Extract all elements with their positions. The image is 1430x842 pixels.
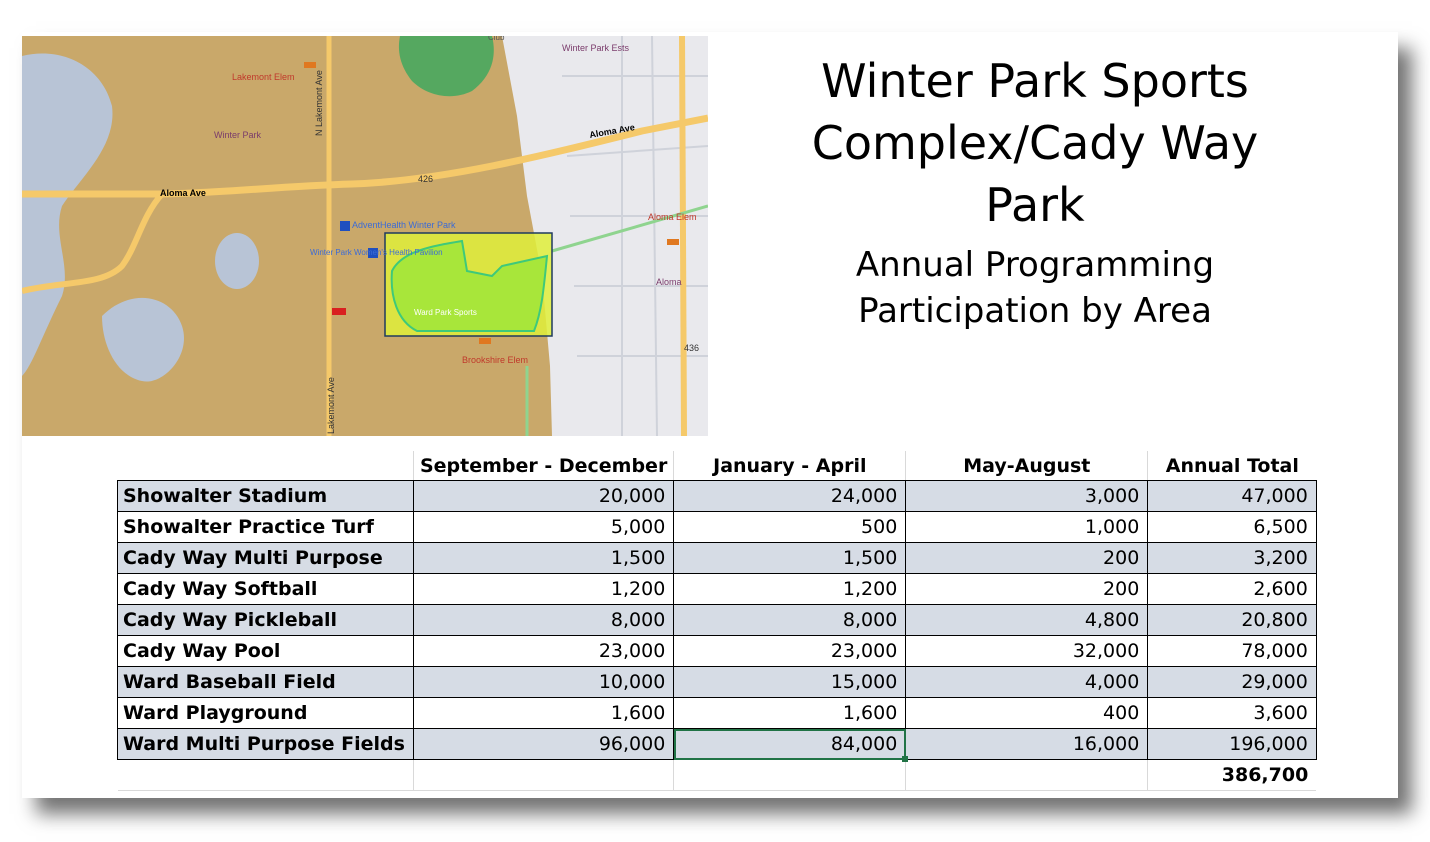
cell-jan-apr[interactable]: 500 [674,512,906,543]
cell-may-aug[interactable]: 32,000 [906,636,1148,667]
slide-title: Winter Park Sports Complex/Cady Way Park [811,54,1259,232]
empty-cell[interactable] [413,760,673,791]
label-aloma-ave-right: Aloma Ave [588,122,636,140]
cell-jan-apr[interactable]: 1,500 [674,543,906,574]
label-aloma-elem: Aloma Elem [648,212,697,222]
cell-may-aug[interactable]: 3,000 [906,481,1148,512]
cell-may-aug[interactable]: 1,000 [906,512,1148,543]
label-winter-park: Winter Park [214,130,262,140]
cell-jan-apr[interactable]: 23,000 [674,636,906,667]
fill-handle[interactable] [902,756,908,762]
cell-annual-total[interactable]: 196,000 [1148,729,1317,760]
cell-jan-apr[interactable]: 8,000 [674,605,906,636]
cell-annual-total[interactable]: 2,600 [1148,574,1317,605]
table-row [118,512,1317,543]
header-annual-total: Annual Total [1148,451,1317,481]
table-row [118,605,1317,636]
label-lakemont-ave: Lakemont Ave [326,377,336,434]
cell-sep-dec[interactable]: 1,200 [413,574,673,605]
cell-may-aug[interactable]: 4,000 [906,667,1148,698]
school-icon-brookshire [479,338,491,344]
table-row [118,698,1317,729]
cell-may-aug[interactable]: 4,800 [906,605,1148,636]
cell-may-aug[interactable]: 400 [906,698,1148,729]
cell-sep-dec[interactable]: 23,000 [413,636,673,667]
cell-may-aug[interactable]: 200 [906,543,1148,574]
row-name[interactable]: Showalter Stadium [118,481,414,512]
participation-table [117,451,1317,791]
label-brookshire-elem: Brookshire Elem [462,355,529,365]
row-name[interactable]: Cady Way Pickleball [118,605,414,636]
cell-sep-dec[interactable]: 96,000 [413,729,673,760]
label-adventhealth: AdventHealth Winter Park [352,220,456,230]
map-graphic [22,36,708,436]
row-name[interactable]: Ward Baseball Field [118,667,414,698]
cell-annual-total[interactable]: 3,600 [1148,698,1317,729]
route-436-road [682,36,684,436]
cell-jan-apr[interactable]: 1,200 [674,574,906,605]
table-row [118,636,1317,667]
cell-jan-apr[interactable]: 15,000 [674,667,906,698]
table-row [118,543,1317,574]
cell-jan-apr[interactable]: 1,600 [674,698,906,729]
row-name[interactable]: Showalter Practice Turf [118,512,414,543]
row-name[interactable]: Cady Way Pool [118,636,414,667]
school-icon-lakemont [304,62,316,68]
row-name[interactable]: Ward Multi Purpose Fields [118,729,414,760]
cell-sep-dec[interactable]: 20,000 [413,481,673,512]
cell-annual-total[interactable]: 3,200 [1148,543,1317,574]
title-block [760,50,1310,334]
school-icon-aloma [667,239,679,245]
lake-small [215,233,259,289]
cell-sep-dec[interactable]: 1,500 [413,543,673,574]
label-winter-park-ests: Winter Park Ests [562,43,630,53]
header-row [118,451,1317,481]
header-sep-dec: September - December [413,451,673,481]
cell-annual-total[interactable]: 78,000 [1148,636,1317,667]
selected-cell-value: 84,000 [830,733,898,755]
cell-sep-dec[interactable]: 10,000 [413,667,673,698]
empty-cell[interactable] [118,760,414,791]
label-club: Club [488,36,505,42]
cell-may-aug[interactable]: 200 [906,574,1148,605]
table-row [118,667,1317,698]
cell-jan-apr[interactable]: 24,000 [674,481,906,512]
header-area [118,451,414,481]
row-name[interactable]: Cady Way Multi Purpose [118,543,414,574]
row-name[interactable]: Ward Playground [118,698,414,729]
cell-annual-total[interactable]: 47,000 [1148,481,1317,512]
table-row [118,729,1317,760]
cell-jan-apr-selected[interactable] [674,729,906,760]
label-lakemont-elem: Lakemont Elem [232,72,295,82]
area-map [22,36,708,436]
table-row [118,481,1317,512]
label-route-426: 426 [418,174,434,184]
label-n-lakemont-ave: N Lakemont Ave [314,70,324,136]
header-may-aug: May-August [906,451,1148,481]
label-aloma-ave-left: Aloma Ave [160,188,206,198]
header-jan-apr: January - April [674,451,906,481]
empty-cell[interactable] [674,760,906,791]
grand-total[interactable]: 386,700 [1148,760,1317,791]
car-icon [332,308,346,315]
cell-may-aug[interactable]: 16,000 [906,729,1148,760]
cell-annual-total[interactable]: 6,500 [1148,512,1317,543]
grand-total-row [118,760,1317,791]
label-ward-park: Ward Park Sports [414,308,477,317]
label-aloma: Aloma [656,277,682,287]
cell-annual-total[interactable]: 29,000 [1148,667,1317,698]
cell-sep-dec[interactable]: 1,600 [413,698,673,729]
cell-sep-dec[interactable]: 8,000 [413,605,673,636]
label-route-436: 436 [684,343,700,353]
empty-cell[interactable] [906,760,1148,791]
cell-sep-dec[interactable]: 5,000 [413,512,673,543]
hospital-icon [340,221,350,231]
row-name[interactable]: Cady Way Softball [118,574,414,605]
label-womens-pavilion: Winter Park Women's Health Pavilion [310,248,443,257]
cell-annual-total[interactable]: 20,800 [1148,605,1317,636]
table-row [118,574,1317,605]
slide-subtitle: Annual Programming Participation by Area [855,245,1215,331]
